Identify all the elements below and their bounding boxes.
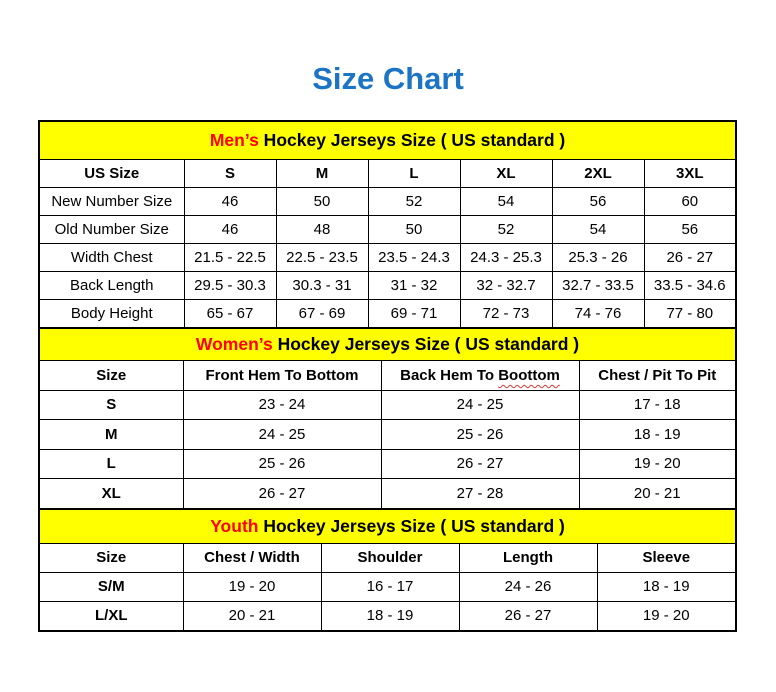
- mens-cell: 29.5 - 30.3: [184, 272, 276, 300]
- youth-row-label: S/M: [39, 572, 183, 601]
- youth-header-row: [39, 543, 736, 572]
- mens-banner: [39, 121, 736, 160]
- mens-cell: 24.3 - 25.3: [460, 244, 552, 272]
- womens-cell: 25 - 26: [381, 420, 579, 450]
- youth-column-header: Length: [459, 543, 597, 572]
- mens-column-header: L: [368, 160, 460, 188]
- youth-column-header: Size: [39, 543, 183, 572]
- mens-cell: 54: [552, 216, 644, 244]
- youth-cell: 18 - 19: [321, 601, 459, 631]
- mens-cell: 26 - 27: [644, 244, 736, 272]
- mens-cell: 54: [460, 188, 552, 216]
- mens-cell: 23.5 - 24.3: [368, 244, 460, 272]
- youth-cell: 19 - 20: [183, 572, 321, 601]
- mens-cell: 46: [184, 188, 276, 216]
- mens-size-table: [38, 120, 737, 329]
- size-chart: [38, 120, 735, 632]
- mens-row: [39, 300, 736, 329]
- mens-cell: 30.3 - 31: [276, 272, 368, 300]
- womens-row: [39, 420, 736, 450]
- womens-row-label: L: [39, 449, 183, 479]
- mens-cell: 32.7 - 33.5: [552, 272, 644, 300]
- mens-row-label: Width Chest: [39, 244, 184, 272]
- mens-cell: 32 - 32.7: [460, 272, 552, 300]
- mens-row: [39, 244, 736, 272]
- mens-cell: 48: [276, 216, 368, 244]
- womens-banner-text: Hockey Jerseys Size ( US standard ): [272, 334, 580, 355]
- misspelled-word: Boottom: [498, 366, 560, 384]
- mens-cell: 77 - 80: [644, 300, 736, 329]
- mens-row-label: Body Height: [39, 300, 184, 329]
- mens-cell: 52: [460, 216, 552, 244]
- youth-cell: 16 - 17: [321, 572, 459, 601]
- youth-row: [39, 601, 736, 631]
- mens-cell: 25.3 - 26: [552, 244, 644, 272]
- mens-cell: 65 - 67: [184, 300, 276, 329]
- youth-banner-text: Hockey Jerseys Size ( US standard ): [258, 515, 565, 536]
- youth-table-body: [39, 509, 736, 631]
- womens-cell: 26 - 27: [183, 479, 381, 509]
- mens-column-header: XL: [460, 160, 552, 188]
- youth-cell: 24 - 26: [459, 572, 597, 601]
- mens-cell: 52: [368, 188, 460, 216]
- womens-cell: 19 - 20: [579, 449, 736, 479]
- mens-cell: 21.5 - 22.5: [184, 244, 276, 272]
- youth-size-table: [38, 508, 737, 632]
- mens-column-header: M: [276, 160, 368, 188]
- womens-column-header: Size: [39, 361, 183, 391]
- mens-cell: 69 - 71: [368, 300, 460, 329]
- youth-row: [39, 572, 736, 601]
- mens-cell: 56: [552, 188, 644, 216]
- mens-cell: 50: [368, 216, 460, 244]
- womens-cell: 18 - 19: [579, 420, 736, 450]
- mens-cell: 72 - 73: [460, 300, 552, 329]
- womens-banner: [39, 328, 736, 361]
- womens-row: [39, 390, 736, 420]
- mens-table-body: [39, 121, 736, 328]
- mens-cell: 50: [276, 188, 368, 216]
- womens-banner-highlight: Women’s: [195, 334, 273, 355]
- womens-cell: 27 - 28: [381, 479, 579, 509]
- mens-cell: 22.5 - 23.5: [276, 244, 368, 272]
- womens-banner-row: [39, 328, 736, 361]
- womens-column-header: Chest / Pit To Pit: [579, 361, 736, 391]
- youth-banner-highlight: Youth: [210, 515, 259, 536]
- mens-header-row: [39, 160, 736, 188]
- mens-row-label: Back Length: [39, 272, 184, 300]
- womens-column-header: Back Hem To Boottom: [381, 361, 579, 391]
- youth-column-header: Chest / Width: [183, 543, 321, 572]
- womens-row: [39, 479, 736, 509]
- mens-column-header: S: [184, 160, 276, 188]
- mens-column-header: US Size: [39, 160, 184, 188]
- mens-row-label: Old Number Size: [39, 216, 184, 244]
- womens-size-table: [38, 327, 737, 510]
- youth-column-header: Sleeve: [597, 543, 736, 572]
- mens-cell: 46: [184, 216, 276, 244]
- youth-cell: 20 - 21: [183, 601, 321, 631]
- womens-table-body: [39, 328, 736, 509]
- womens-cell: 25 - 26: [183, 449, 381, 479]
- youth-row-label: L/XL: [39, 601, 183, 631]
- womens-cell: 20 - 21: [579, 479, 736, 509]
- mens-row: [39, 216, 736, 244]
- mens-row: [39, 188, 736, 216]
- mens-cell: 74 - 76: [552, 300, 644, 329]
- mens-row: [39, 272, 736, 300]
- womens-row-label: XL: [39, 479, 183, 509]
- mens-column-header: 3XL: [644, 160, 736, 188]
- youth-cell: 19 - 20: [597, 601, 736, 631]
- womens-cell: 17 - 18: [579, 390, 736, 420]
- mens-cell: 60: [644, 188, 736, 216]
- womens-cell: 24 - 25: [183, 420, 381, 450]
- youth-cell: 26 - 27: [459, 601, 597, 631]
- womens-cell: 26 - 27: [381, 449, 579, 479]
- mens-banner-highlight: Men’s: [209, 130, 259, 151]
- youth-cell: 18 - 19: [597, 572, 736, 601]
- youth-banner: [39, 509, 736, 544]
- womens-column-header: Front Hem To Bottom: [183, 361, 381, 391]
- womens-cell: 23 - 24: [183, 390, 381, 420]
- womens-row-label: M: [39, 420, 183, 450]
- mens-cell: 31 - 32: [368, 272, 460, 300]
- mens-cell: 33.5 - 34.6: [644, 272, 736, 300]
- mens-column-header: 2XL: [552, 160, 644, 188]
- mens-banner-row: [39, 121, 736, 160]
- youth-column-header: Shoulder: [321, 543, 459, 572]
- womens-header-row: [39, 361, 736, 391]
- womens-row: [39, 449, 736, 479]
- mens-cell: 56: [644, 216, 736, 244]
- womens-cell: 24 - 25: [381, 390, 579, 420]
- mens-row-label: New Number Size: [39, 188, 184, 216]
- youth-banner-row: [39, 509, 736, 544]
- mens-banner-text: Hockey Jerseys Size ( US standard ): [258, 130, 566, 151]
- mens-cell: 67 - 69: [276, 300, 368, 329]
- womens-row-label: S: [39, 390, 183, 420]
- page-title: Size Chart: [312, 61, 464, 96]
